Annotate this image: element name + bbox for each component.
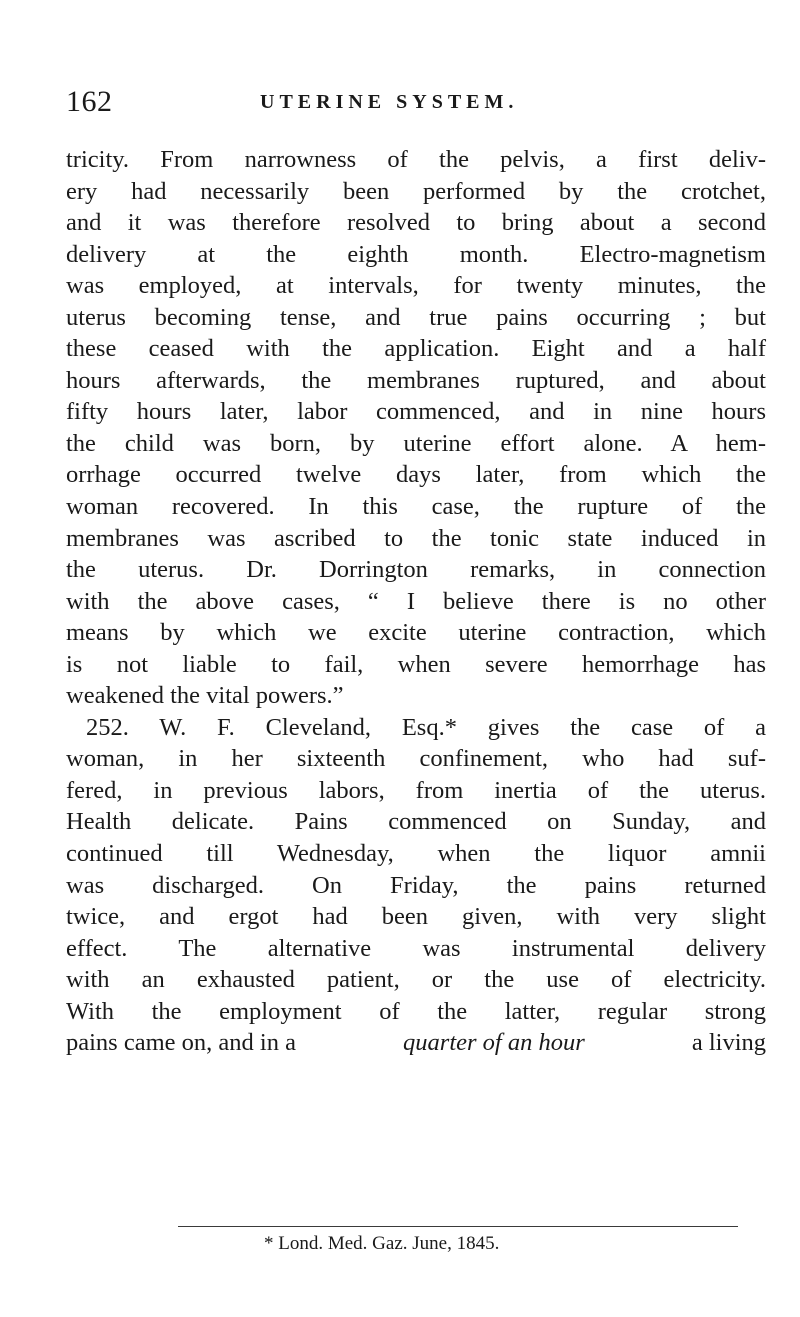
page-header — [66, 84, 766, 124]
text-line: means by which we excite uterine contraction, which — [66, 619, 766, 647]
text-line: ery had necessarily been performed by the crotchet, — [66, 177, 766, 205]
text-line: fifty hours later, labor commenced, and in nine hours — [66, 398, 766, 426]
text-line: effect. The alternative was instrumental delivery — [66, 934, 766, 962]
text-line: fered, in previous labors, from inertia of the uterus. — [66, 776, 766, 804]
page-number: 162 — [66, 85, 113, 118]
text-line: tricity. From narrowness of the pelvis, a first deliv- — [66, 146, 766, 173]
text-line: was discharged. On Friday, the pains returned — [66, 871, 766, 899]
text-line: these ceased with the application. Eight and a half — [66, 335, 766, 363]
text-line: with an exhausted patient, or the use of electricity. — [66, 966, 766, 994]
body-text — [66, 144, 766, 1059]
italic-phrase: quarter of an hour — [403, 1029, 585, 1057]
text-line: is not liable to fail, when severe hemorrhage has — [66, 650, 766, 678]
text-line: the uterus. Dr. Dorrington remarks, in connection — [66, 556, 766, 584]
text-line: was employed, at intervals, for twenty minutes, the — [66, 272, 766, 300]
text-line: woman, in her sixteenth confinement, who had suf- — [66, 745, 766, 773]
text-line: membranes was ascribed to the tonic state induced in — [66, 524, 766, 552]
text-line: the child was born, by uterine effort alone. A hem- — [66, 429, 766, 457]
text-line: with the above cases, “ I believe there is no other — [66, 587, 766, 615]
text-line: delivery at the eighth month. Electro-magnetism — [66, 240, 766, 268]
text-line: and it was therefore resolved to bring about a second — [66, 209, 766, 237]
text-line: With the employment of the latter, regular strong — [66, 997, 766, 1025]
text-line: twice, and ergot had been given, with very slight — [66, 903, 766, 931]
text-line: orrhage occurred twelve days later, from which the — [66, 461, 766, 489]
text-segment: a living — [685, 1029, 766, 1057]
text-line: continued till Wednesday, when the liquor amnii — [66, 840, 766, 868]
text-line: hours afterwards, the membranes ruptured, and about — [66, 366, 766, 394]
text-line: woman recovered. In this case, the rupture of the — [66, 493, 766, 521]
footnote: * Lond. Med. Gaz. June, 1845. — [264, 1233, 500, 1254]
text-line: uterus becoming tense, and true pains occurring ; but — [66, 303, 766, 331]
text-line: Health delicate. Pains commenced on Sunday, and — [66, 808, 766, 836]
running-title: UTERINE SYSTEM. — [260, 91, 519, 113]
text-line: weakened the vital powers.” — [66, 682, 344, 710]
text-segment: pains came on, and in a — [66, 1029, 303, 1057]
footnote-divider — [178, 1226, 738, 1227]
text-line: 252. W. F. Cleveland, Esq.* gives the case of a — [86, 713, 766, 741]
text-line-mixed — [66, 1027, 766, 1059]
